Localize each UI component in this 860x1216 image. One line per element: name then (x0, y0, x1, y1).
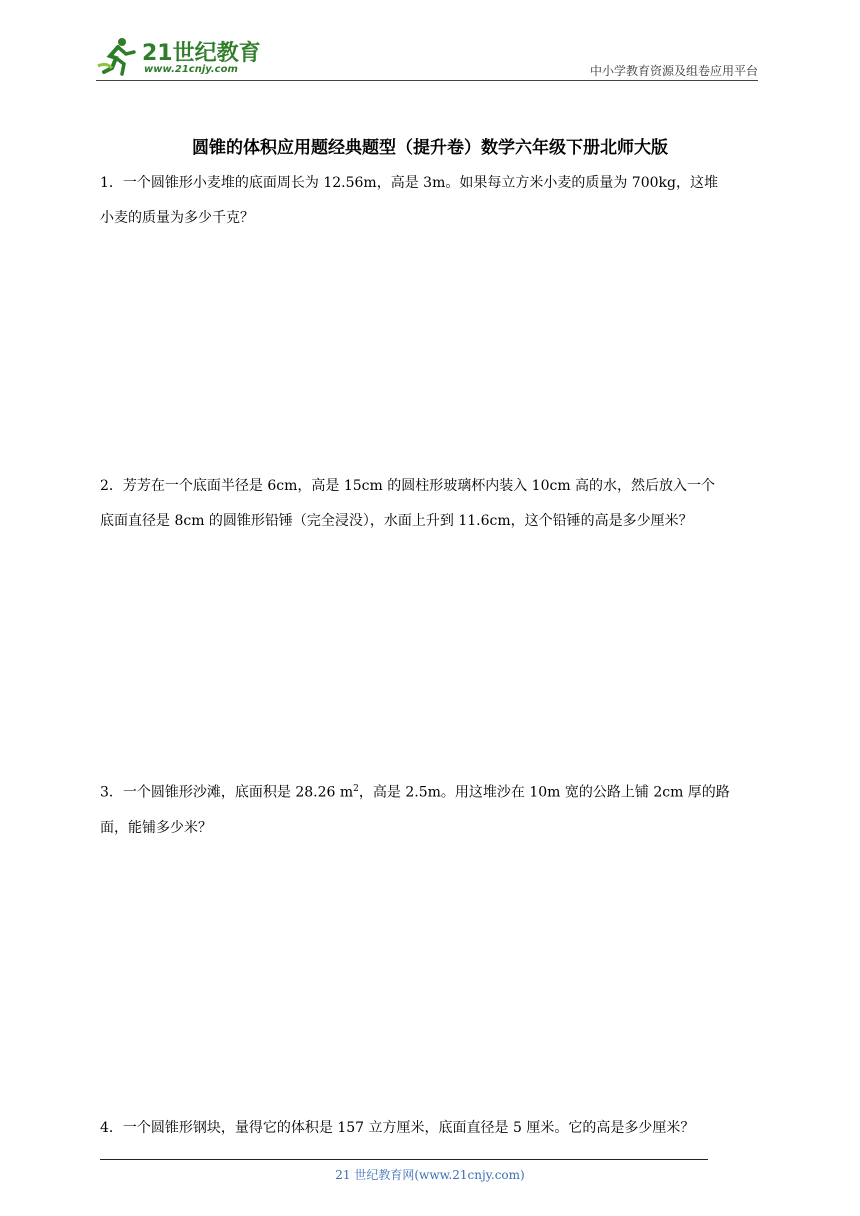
header-divider (96, 80, 758, 81)
question-text: 1．一个圆锥形小麦堆的底面周长为 12.56m，高是 3m。如果每立方米小麦的质量为 700kg，这堆 (100, 175, 718, 191)
question-text: 小麦的质量为多少千克？ (100, 210, 254, 226)
footer: 21 世纪教育网(www.21cnjy.com) (335, 1168, 525, 1182)
question-text (100, 772, 765, 811)
page-title: 圆锥的体积应用题经典题型（提升卷）数学六年级下册北师大版 (192, 138, 668, 158)
platform-name: 中小学教育资源及组卷应用平台 (589, 64, 758, 78)
question-3 (100, 772, 765, 846)
question-4 (100, 1111, 765, 1146)
logo-url: www.21cnjy.com (144, 64, 238, 75)
question-1 (100, 166, 765, 236)
logo (96, 34, 266, 80)
question-2 (100, 469, 765, 539)
page-header (96, 30, 758, 84)
question-text: 面，能铺多少米？ (100, 819, 212, 836)
question-text: 2．芳芳在一个底面半径是 6cm，高是 15cm 的圆柱形玻璃杯内装入 10cm 高的水，然后放入一个 (100, 478, 716, 494)
footer-divider (100, 1159, 708, 1160)
question-text-post: ，高是 2.5m。用这堆沙在 10m 宽的公路上铺 2cm 厚的路 (358, 784, 730, 801)
question-text: 4．一个圆锥形钢块，量得它的体积是 157 立方厘米，底面直径是 5 厘米。它的高是多少厘米？ (100, 1120, 695, 1136)
question-text-pre: 3．一个圆锥形沙滩，底面积是 28.26 m (100, 784, 354, 801)
runner-logo-icon (96, 36, 138, 76)
superscript: 2 (353, 784, 359, 794)
question-text: 底面直径是 8cm 的圆锥形铅锤（完全浸没），水面上升到 11.6cm，这个铅锤的高是多少厘米？ (100, 513, 693, 529)
logo-text: 21世纪教育 (142, 41, 261, 66)
